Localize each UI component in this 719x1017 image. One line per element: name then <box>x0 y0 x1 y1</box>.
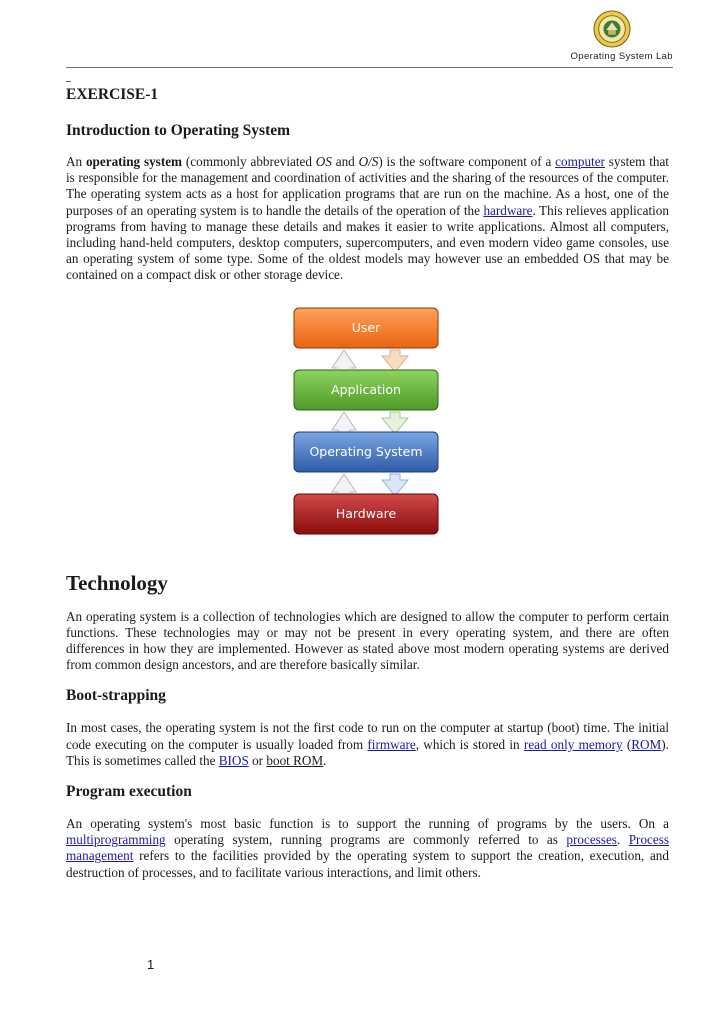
layer-os-label: Operating System <box>309 443 423 459</box>
arrow-down-icon <box>382 350 408 372</box>
college-seal-icon <box>593 10 631 48</box>
exercise-title: EXERCISE-1 <box>66 86 159 103</box>
link-boot-rom[interactable]: boot ROM <box>266 752 324 768</box>
link-hardware[interactable]: hardware <box>483 202 533 218</box>
term-operating-system: operating system <box>85 154 183 169</box>
link-process-management[interactable]: Process management <box>66 832 670 864</box>
bootstrapping-paragraph: In most cases, the operating system is not the first code to run on the computer at startup (boot) time. The initial code executing on the computer is usually loaded from firmware, which is stored in read only memory (ROM). This is sometimes called the BIOS or boot ROM. <box>66 720 669 768</box>
arrow-up-icon <box>332 412 356 434</box>
link-firmware[interactable]: firmware <box>367 736 416 752</box>
document-body <box>66 86 669 881</box>
link-multiprogramming[interactable]: multiprogramming <box>66 832 166 848</box>
program-execution-paragraph: An operating system's most basic function is to support the running of programs by the users. On a multiprogramming operating system, running programs are commonly referred to as processes. Process management refers to the facilities provided by the operating system to support the creation, execution, and destruction of processes, and to facilitate various interactions, and limit others. <box>66 816 670 880</box>
os-layer-diagram <box>66 306 669 546</box>
link-read-only-memory[interactable]: read only memory <box>523 736 623 752</box>
arrow-down-icon <box>382 412 408 434</box>
header-label: Operating System Lab <box>570 51 673 62</box>
link-processes[interactable]: processes <box>566 832 617 848</box>
layer-user-label: User <box>351 319 381 335</box>
link-computer[interactable]: computer <box>555 154 605 169</box>
layer-hardware-label: Hardware <box>335 505 397 521</box>
arrow-up-icon <box>332 350 356 372</box>
arrow-down-icon <box>382 474 408 496</box>
page-number: 1 <box>147 957 155 972</box>
header-divider-tick <box>66 81 71 82</box>
technology-heading: Technology <box>66 570 168 595</box>
intro-paragraph: An operating system (commonly abbreviated OS and O/S) is the software component of a computer system that is responsible for the management and coordination of activities and the sharing of the resources of the computer. The operating system acts as a host for application programs that are run on the machine. As a host, one of the purposes of an operating system is to handle the details of the operation of the hardware. This relieves application programs from having to manage these details and makes it easier to write applications. Almost all computers, including hand-held computers, desktop computers, supercomputers, and even modern video game consoles, use an operating system of some type. Some of the oldest models may however use an embedded OS that may be contained on a compact disk or other storage device. <box>66 154 669 283</box>
intro-heading: Introduction to Operating System <box>66 122 291 139</box>
header-divider <box>66 67 673 68</box>
arrow-up-icon <box>332 474 356 496</box>
program-execution-heading: Program execution <box>66 783 192 801</box>
bootstrapping-heading: Boot-strapping <box>66 687 166 705</box>
link-rom[interactable]: ROM <box>631 736 662 752</box>
technology-paragraph: An operating system is a collection of technologies which are designed to allow the computer to perform certain functions. These technologies may or may not be present in every operating system, and there are often differences in how they are implemented. However as stated above most modern operating systems are derived from common design ancestors, and are therefore basically similar. <box>66 608 669 673</box>
link-bios[interactable]: BIOS <box>218 752 249 768</box>
layer-application-label: Application <box>331 381 401 397</box>
